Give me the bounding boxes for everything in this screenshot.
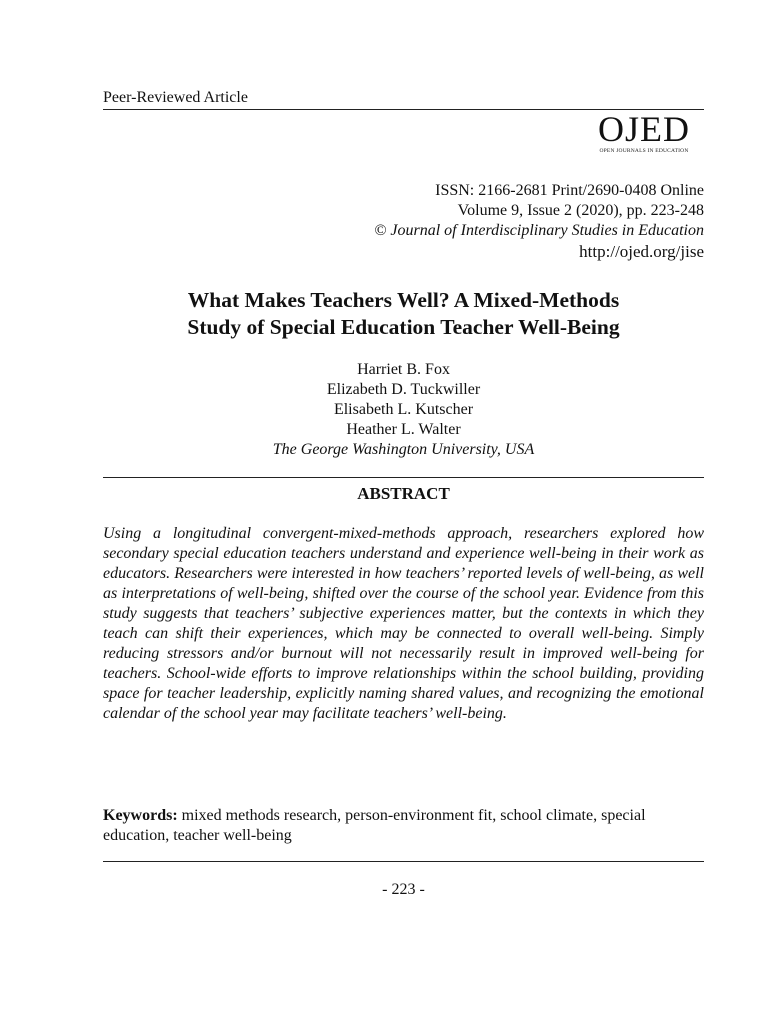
abstract-divider [103,477,704,478]
issn-line: ISSN: 2166-2681 Print/2690-0408 Online [435,182,704,199]
author-block [103,360,704,460]
abstract-heading: ABSTRACT [357,484,450,503]
author-name: Elizabeth D. Tuckwiller [326,381,481,398]
article-type-label: Peer-Reviewed Article [103,89,248,106]
author-name: Elisabeth L. Kutscher [333,401,474,418]
abstract-text [103,524,704,724]
author-name: Heather L. Walter [346,421,461,438]
ojed-logo [588,110,700,154]
keywords-block [103,806,704,846]
article-title [103,287,704,341]
journal-meta [374,181,704,263]
article-page [103,0,704,1024]
journal-name: © Journal of Interdisciplinary Studies in Education [374,222,704,239]
footer-divider [103,861,704,862]
title-line-1: What Makes Teachers Well? A Mixed-Methods [187,288,620,312]
logo-tagline: OPEN JOURNALS IN EDUCATION [599,148,689,154]
keywords-list: mixed methods research, person-environment fit, school climate, special education, teacher well-being [103,807,646,844]
title-line-2: Study of Special Education Teacher Well-Being [187,315,620,339]
logo-wordmark: OJED [598,109,690,149]
abstract-paragraph: Using a longitudinal convergent-mixed-methods approach, researchers explored how secondary special education teachers understand and experience well-being in their work as educators. Researchers were interested in how teachers’ reported levels of well-being, as well as interpretations of well-being, shifted over the course of the school year. Evidence from this study suggests that teachers’ subjective experiences matter, but the contexts in which they teach can shift their experiences, which may be connected to overall well-being. Simply reducing stressors and/or burnout will not necessarily result in improved well-being for teachers. School-wide efforts to improve relationships within the school building, providing space for teacher leadership, explicitly naming shared values, and recognizing the emotional calendar of the school year may facilitate teachers’ well-being. [103,525,704,722]
author-name: Harriet B. Fox [357,361,450,378]
page-number: - 223 - [382,881,425,898]
keywords-label: Keywords: [103,807,178,824]
volume-line: Volume 9, Issue 2 (2020), pp. 223-248 [457,202,704,219]
author-affiliation: The George Washington University, USA [272,441,535,458]
journal-url[interactable]: http://ojed.org/jise [579,242,704,261]
